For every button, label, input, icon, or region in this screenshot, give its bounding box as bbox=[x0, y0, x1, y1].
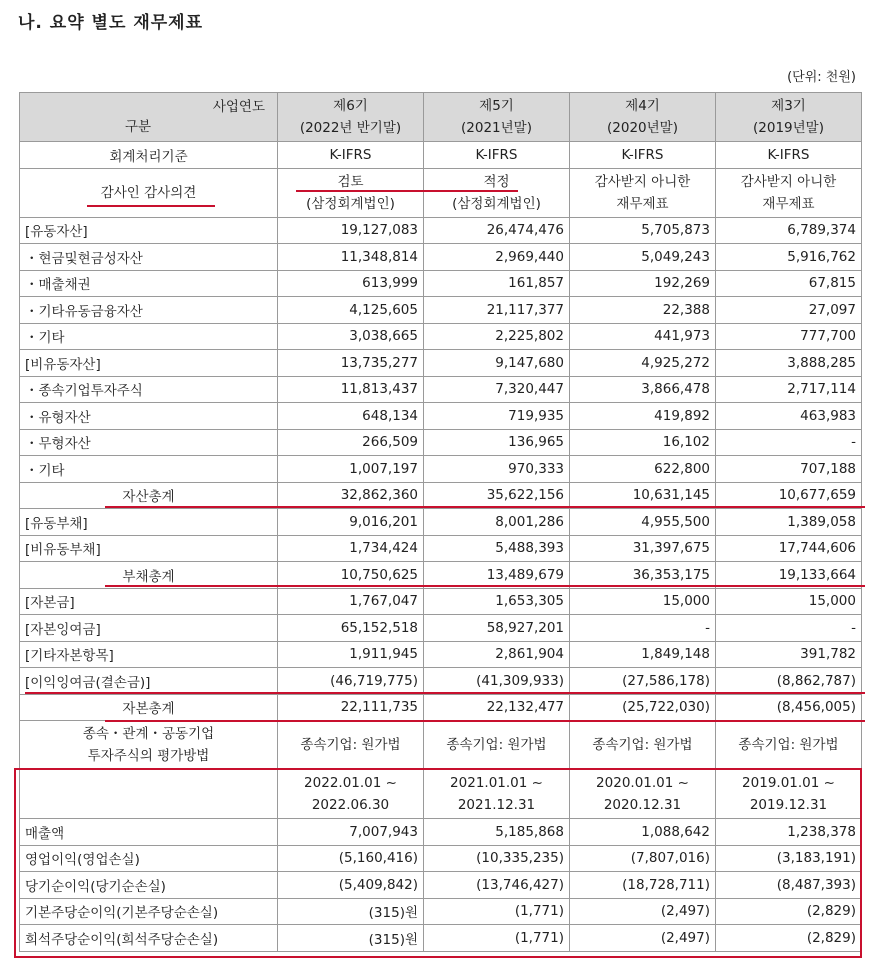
row-label: [유동자산] bbox=[20, 217, 278, 244]
value-cell: (2,829) bbox=[716, 925, 862, 952]
value-cell: (1,771) bbox=[424, 898, 570, 925]
row-label: ・매출채권 bbox=[20, 270, 278, 297]
header-row bbox=[20, 93, 862, 142]
period-cell: 2022.01.01 ~ 2022.06.30 bbox=[278, 770, 424, 819]
value-cell: 970,333 bbox=[424, 456, 570, 483]
value-cell: 검토 (삼정회계법인) bbox=[278, 168, 424, 217]
value-cell: (3,183,191) bbox=[716, 845, 862, 872]
period-cell: 2021.01.01 ~ 2021.12.31 bbox=[424, 770, 570, 819]
value-cell: (2,497) bbox=[570, 925, 716, 952]
row-label: ・기타유동금융자산 bbox=[20, 297, 278, 324]
header-category-label: 구분 bbox=[125, 119, 152, 135]
value-cell: 4,925,272 bbox=[570, 350, 716, 377]
value-cell: (8,487,393) bbox=[716, 872, 862, 899]
value-cell: 2,861,904 bbox=[424, 641, 570, 668]
row-label: 회계처리기준 bbox=[20, 142, 278, 169]
value-cell: - bbox=[716, 429, 862, 456]
balance-row bbox=[20, 615, 862, 642]
balance-row bbox=[20, 350, 862, 377]
annotation-underline bbox=[296, 190, 518, 192]
value-cell: K-IFRS bbox=[570, 142, 716, 169]
value-cell: 1,007,197 bbox=[278, 456, 424, 483]
value-cell: 15,000 bbox=[570, 588, 716, 615]
value-cell: 22,111,735 bbox=[278, 694, 424, 721]
annotation-underline bbox=[105, 585, 865, 587]
unit-label: (단위: 천원) bbox=[787, 70, 856, 85]
value-cell: 7,007,943 bbox=[278, 819, 424, 846]
value-cell: 1,238,378 bbox=[716, 819, 862, 846]
value-cell: 65,152,518 bbox=[278, 615, 424, 642]
value-cell: 26,474,476 bbox=[424, 217, 570, 244]
value-cell: 5,185,868 bbox=[424, 819, 570, 846]
row-label: [비유동부채] bbox=[20, 535, 278, 562]
balance-row bbox=[20, 376, 862, 403]
value-cell: 32,862,360 bbox=[278, 482, 424, 509]
value-cell: 1,734,424 bbox=[278, 535, 424, 562]
value-cell: (5,409,842) bbox=[278, 872, 424, 899]
value-cell: 9,147,680 bbox=[424, 350, 570, 377]
value-cell: 161,857 bbox=[424, 270, 570, 297]
value-cell: 58,927,201 bbox=[424, 615, 570, 642]
page-title: 나. 요약 별도 재무제표 bbox=[18, 13, 204, 33]
row-label: 자산총계 bbox=[20, 482, 278, 509]
balance-row bbox=[20, 694, 862, 721]
value-cell: 6,789,374 bbox=[716, 217, 862, 244]
row-label: [이익잉여금(결손금)] bbox=[20, 668, 278, 695]
balance-row bbox=[20, 482, 862, 509]
value-cell: 19,127,083 bbox=[278, 217, 424, 244]
value-cell: 종속기업: 원가법 bbox=[278, 721, 424, 770]
row-label: ・유형자산 bbox=[20, 403, 278, 430]
value-cell: 707,188 bbox=[716, 456, 862, 483]
value-cell: (315)원 bbox=[278, 925, 424, 952]
value-cell: K-IFRS bbox=[716, 142, 862, 169]
header-period-cell: 제6기 (2022년 반기말) bbox=[278, 93, 424, 142]
annotation-underline bbox=[105, 506, 865, 508]
header-period-cell: 제5기 (2021년말) bbox=[424, 93, 570, 142]
value-cell: 감사받지 아니한 재무제표 bbox=[570, 168, 716, 217]
value-cell: 종속기업: 원가법 bbox=[570, 721, 716, 770]
balance-row bbox=[20, 429, 862, 456]
value-cell: (25,722,030) bbox=[570, 694, 716, 721]
value-cell: 777,700 bbox=[716, 323, 862, 350]
value-cell: 648,134 bbox=[278, 403, 424, 430]
balance-row bbox=[20, 641, 862, 668]
valuation-method-row bbox=[20, 721, 862, 770]
value-cell: 3,866,478 bbox=[570, 376, 716, 403]
row-label: ・종속기업투자주식 bbox=[20, 376, 278, 403]
balance-row bbox=[20, 456, 862, 483]
balance-row bbox=[20, 244, 862, 271]
row-label: 매출액 bbox=[20, 819, 278, 846]
value-cell: (18,728,711) bbox=[570, 872, 716, 899]
value-cell: (315)원 bbox=[278, 898, 424, 925]
value-cell: (2,497) bbox=[570, 898, 716, 925]
balance-row bbox=[20, 588, 862, 615]
value-cell: 192,269 bbox=[570, 270, 716, 297]
value-cell: 16,102 bbox=[570, 429, 716, 456]
value-cell: 391,782 bbox=[716, 641, 862, 668]
row-label: ・무형자산 bbox=[20, 429, 278, 456]
row-label: 영업이익(영업손실) bbox=[20, 845, 278, 872]
row-label: [비유동자산] bbox=[20, 350, 278, 377]
value-cell: 1,088,642 bbox=[570, 819, 716, 846]
value-cell: 15,000 bbox=[716, 588, 862, 615]
row-label: ・기타 bbox=[20, 323, 278, 350]
value-cell: 35,622,156 bbox=[424, 482, 570, 509]
value-cell: 3,888,285 bbox=[716, 350, 862, 377]
period-cell: 2019.01.01 ~ 2019.12.31 bbox=[716, 770, 862, 819]
value-cell: 적정 (삼정회계법인) bbox=[424, 168, 570, 217]
value-cell: 감사받지 아니한 재무제표 bbox=[716, 168, 862, 217]
value-cell: 10,750,625 bbox=[278, 562, 424, 589]
value-cell: 10,677,659 bbox=[716, 482, 862, 509]
value-cell: 9,016,201 bbox=[278, 509, 424, 536]
row-label: [기타자본항목] bbox=[20, 641, 278, 668]
value-cell: 31,397,675 bbox=[570, 535, 716, 562]
value-cell: 441,973 bbox=[570, 323, 716, 350]
value-cell: 3,038,665 bbox=[278, 323, 424, 350]
value-cell: 10,631,145 bbox=[570, 482, 716, 509]
value-cell: 4,955,500 bbox=[570, 509, 716, 536]
value-cell: 463,983 bbox=[716, 403, 862, 430]
row-label: 당기순이익(당기순손실) bbox=[20, 872, 278, 899]
value-cell: 8,001,286 bbox=[424, 509, 570, 536]
balance-row bbox=[20, 668, 862, 695]
balance-sheet-section bbox=[20, 217, 862, 721]
balance-row bbox=[20, 323, 862, 350]
row-label: [자본금] bbox=[20, 588, 278, 615]
value-cell: 22,132,477 bbox=[424, 694, 570, 721]
balance-row bbox=[20, 403, 862, 430]
balance-row bbox=[20, 509, 862, 536]
row-label: 종속・관계・공동기업 투자주식의 평가방법 bbox=[20, 721, 278, 770]
row-label: ・기타 bbox=[20, 456, 278, 483]
value-cell: 22,388 bbox=[570, 297, 716, 324]
value-cell: 36,353,175 bbox=[570, 562, 716, 589]
value-cell: 1,653,305 bbox=[424, 588, 570, 615]
value-cell: 67,815 bbox=[716, 270, 862, 297]
value-cell: 4,125,605 bbox=[278, 297, 424, 324]
value-cell: (13,746,427) bbox=[424, 872, 570, 899]
row-label: 감사인 감사의견 bbox=[20, 168, 278, 217]
value-cell: 1,389,058 bbox=[716, 509, 862, 536]
value-cell: 27,097 bbox=[716, 297, 862, 324]
row-label: 부채총계 bbox=[20, 562, 278, 589]
value-cell: 1,849,148 bbox=[570, 641, 716, 668]
value-cell: 종속기업: 원가법 bbox=[716, 721, 862, 770]
value-cell: 13,735,277 bbox=[278, 350, 424, 377]
value-cell: 17,744,606 bbox=[716, 535, 862, 562]
value-cell: 5,705,873 bbox=[570, 217, 716, 244]
value-cell: K-IFRS bbox=[424, 142, 570, 169]
header-corner-cell bbox=[20, 93, 278, 142]
value-cell: 13,489,679 bbox=[424, 562, 570, 589]
balance-row bbox=[20, 297, 862, 324]
value-cell: 5,916,762 bbox=[716, 244, 862, 271]
value-cell: 613,999 bbox=[278, 270, 424, 297]
row-label: [유동부채] bbox=[20, 509, 278, 536]
audit-opinion-row bbox=[20, 168, 862, 217]
value-cell: 622,800 bbox=[570, 456, 716, 483]
value-cell: (5,160,416) bbox=[278, 845, 424, 872]
value-cell: (46,719,775) bbox=[278, 668, 424, 695]
value-cell: 419,892 bbox=[570, 403, 716, 430]
value-cell: (27,586,178) bbox=[570, 668, 716, 695]
row-label: ・현금및현금성자산 bbox=[20, 244, 278, 271]
annotation-underline bbox=[105, 720, 865, 722]
row-label: 희석주당순이익(희석주당순손실) bbox=[20, 925, 278, 952]
value-cell: 2,717,114 bbox=[716, 376, 862, 403]
row-label: 자본총계 bbox=[20, 694, 278, 721]
value-cell: 7,320,447 bbox=[424, 376, 570, 403]
value-cell: (41,309,933) bbox=[424, 668, 570, 695]
header-period-cell: 제4기 (2020년말) bbox=[570, 93, 716, 142]
period-cell: 2020.01.01 ~ 2020.12.31 bbox=[570, 770, 716, 819]
value-cell: K-IFRS bbox=[278, 142, 424, 169]
balance-row bbox=[20, 535, 862, 562]
accounting-standard-row bbox=[20, 142, 862, 169]
value-cell: 19,133,664 bbox=[716, 562, 862, 589]
row-label: 기본주당순이익(기본주당순손실) bbox=[20, 898, 278, 925]
value-cell: (7,807,016) bbox=[570, 845, 716, 872]
annotation-underline bbox=[25, 692, 865, 694]
value-cell: 21,117,377 bbox=[424, 297, 570, 324]
value-cell: 719,935 bbox=[424, 403, 570, 430]
value-cell: 1,767,047 bbox=[278, 588, 424, 615]
value-cell: (10,335,235) bbox=[424, 845, 570, 872]
value-cell: (8,456,005) bbox=[716, 694, 862, 721]
value-cell: (2,829) bbox=[716, 898, 862, 925]
value-cell: 1,911,945 bbox=[278, 641, 424, 668]
value-cell: 11,348,814 bbox=[278, 244, 424, 271]
balance-row bbox=[20, 217, 862, 244]
value-cell: 266,509 bbox=[278, 429, 424, 456]
annotation-box bbox=[14, 768, 862, 958]
annotation-underline bbox=[87, 205, 215, 207]
value-cell: (1,771) bbox=[424, 925, 570, 952]
value-cell: - bbox=[716, 615, 862, 642]
value-cell: 종속기업: 원가법 bbox=[424, 721, 570, 770]
row-label: [자본잉여금] bbox=[20, 615, 278, 642]
balance-row bbox=[20, 270, 862, 297]
value-cell: (8,862,787) bbox=[716, 668, 862, 695]
header-period-cell: 제3기 (2019년말) bbox=[716, 93, 862, 142]
value-cell: 5,488,393 bbox=[424, 535, 570, 562]
value-cell: 136,965 bbox=[424, 429, 570, 456]
value-cell: 5,049,243 bbox=[570, 244, 716, 271]
value-cell: 2,969,440 bbox=[424, 244, 570, 271]
value-cell: - bbox=[570, 615, 716, 642]
value-cell: 11,813,437 bbox=[278, 376, 424, 403]
header-fiscal-year-label: 사업연도 bbox=[212, 99, 265, 115]
value-cell: 2,225,802 bbox=[424, 323, 570, 350]
